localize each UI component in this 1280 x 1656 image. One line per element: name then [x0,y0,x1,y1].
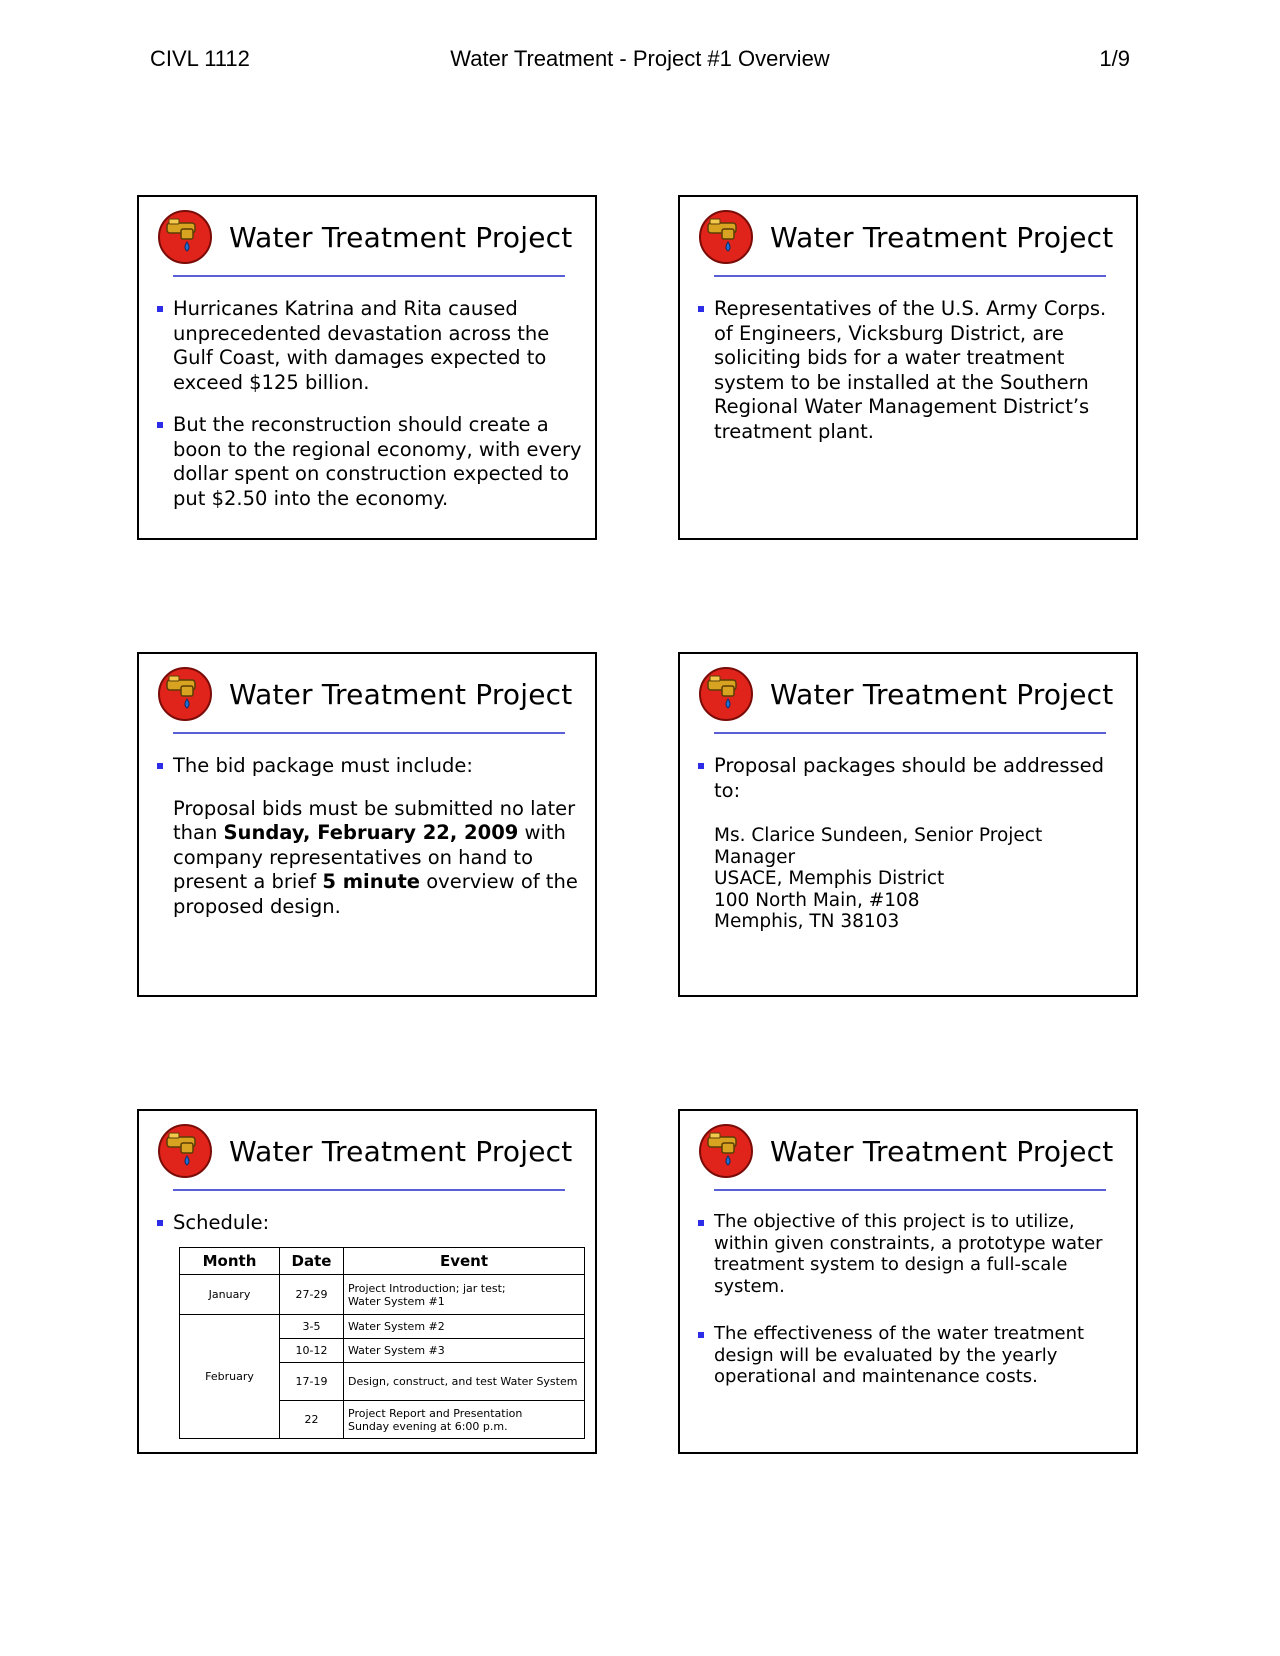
event-line: Project Report and Presentation [348,1406,523,1420]
bullet-item: But the reconstruction should create a boon to the regional economy, with every dollar spent on construction expected to put $2.50 into the economy. [157,413,585,511]
date-cell: 27-29 [280,1275,344,1315]
slide-title: Water Treatment Project [229,221,573,254]
page-number: 1/9 [1099,46,1130,71]
event-line: Project Introduction; jar test; [348,1281,506,1295]
slide-title: Water Treatment Project [770,221,1114,254]
address-line: Memphis, TN 38103 [714,911,900,932]
page-title: Water Treatment - Project #1 Overview [450,46,830,71]
title-divider [173,1189,565,1191]
faucet-icon [157,209,213,265]
slide-content [157,754,585,919]
slide-2 [678,195,1138,540]
event-line: Sunday evening at 6:00 p.m. [348,1419,508,1433]
slide-title: Water Treatment Project [229,678,573,711]
event-cell: Water System #2 [344,1315,585,1339]
bullet-item: The objective of this project is to utilize, within given constraints, a prototype water treatment system to design a full-scale system. [698,1211,1126,1297]
address-line: 100 North Main, #108 [714,889,920,911]
date-cell: 10-12 [280,1339,344,1363]
date-cell: 3-5 [280,1315,344,1339]
table-header-row [180,1248,585,1275]
deadline-text: Proposal bids must be submitted no later than [173,796,576,844]
slide-6 [678,1109,1138,1454]
slide-content [698,297,1126,462]
slide-5 [137,1109,597,1454]
deadline-text: with company representatives on hand to present a brief [173,821,566,893]
schedule-table [179,1247,585,1439]
title-divider [714,1189,1106,1191]
faucet-icon [698,209,754,265]
bullet-item: Representatives of the U.S. Army Corps. of Engineers, Vicksburg District, are soliciting bids for a water treatment system to be installed at the Southern Regional Water Management District’s treatment plant. [698,297,1126,444]
page-header [0,46,1280,80]
deadline-paragraph [157,797,585,920]
slide-title: Water Treatment Project [770,1135,1114,1168]
table-row [180,1275,585,1315]
bullet-item: The effectiveness of the water treatment design will be evaluated by the yearly operational and maintenance costs. [698,1323,1126,1388]
column-header: Month [180,1248,280,1275]
title-divider [173,732,565,734]
slide-content [698,754,1126,933]
slide-3 [137,652,597,997]
month-cell: January [180,1275,280,1315]
slide-content [157,297,585,529]
slide-content [698,1211,1126,1406]
faucet-icon [157,666,213,722]
column-header: Event [344,1248,585,1275]
event-cell [344,1275,585,1315]
slide-1 [137,195,597,540]
date-cell: 22 [280,1401,344,1439]
bullet-item: Proposal packages should be addressed to: [698,754,1126,803]
bullet-item: The bid package must include: [157,754,585,779]
faucet-icon [157,1123,213,1179]
slide-title: Water Treatment Project [229,1135,573,1168]
event-cell: Design, construct, and test Water System [344,1363,585,1401]
slide-4 [678,652,1138,997]
deadline-date: Sunday, February 22, 2009 [223,821,519,844]
event-cell: Water System #3 [344,1339,585,1363]
presentation-duration: 5 minute [322,870,421,893]
faucet-icon [698,666,754,722]
course-code: CIVL 1112 [150,46,250,71]
mailing-address [698,825,1126,933]
title-divider [714,732,1106,734]
column-header: Date [280,1248,344,1275]
event-line: Water System #1 [348,1294,445,1308]
event-cell [344,1401,585,1439]
date-cell: 17-19 [280,1363,344,1401]
table-row [180,1315,585,1339]
deadline-text: overview of the proposed design. [173,870,578,918]
address-line: Ms. Clarice Sundeen, Senior Project Manager [714,825,1043,868]
slide-title: Water Treatment Project [770,678,1114,711]
title-divider [173,275,565,277]
address-line: USACE, Memphis District [714,868,945,889]
month-cell: February [180,1315,280,1439]
bullet-item: Schedule: [157,1211,585,1236]
bullet-item: Hurricanes Katrina and Rita caused unprecedented devastation across the Gulf Coast, with damages expected to exceed $125 billion. [157,297,585,395]
title-divider [714,275,1106,277]
faucet-icon [698,1123,754,1179]
